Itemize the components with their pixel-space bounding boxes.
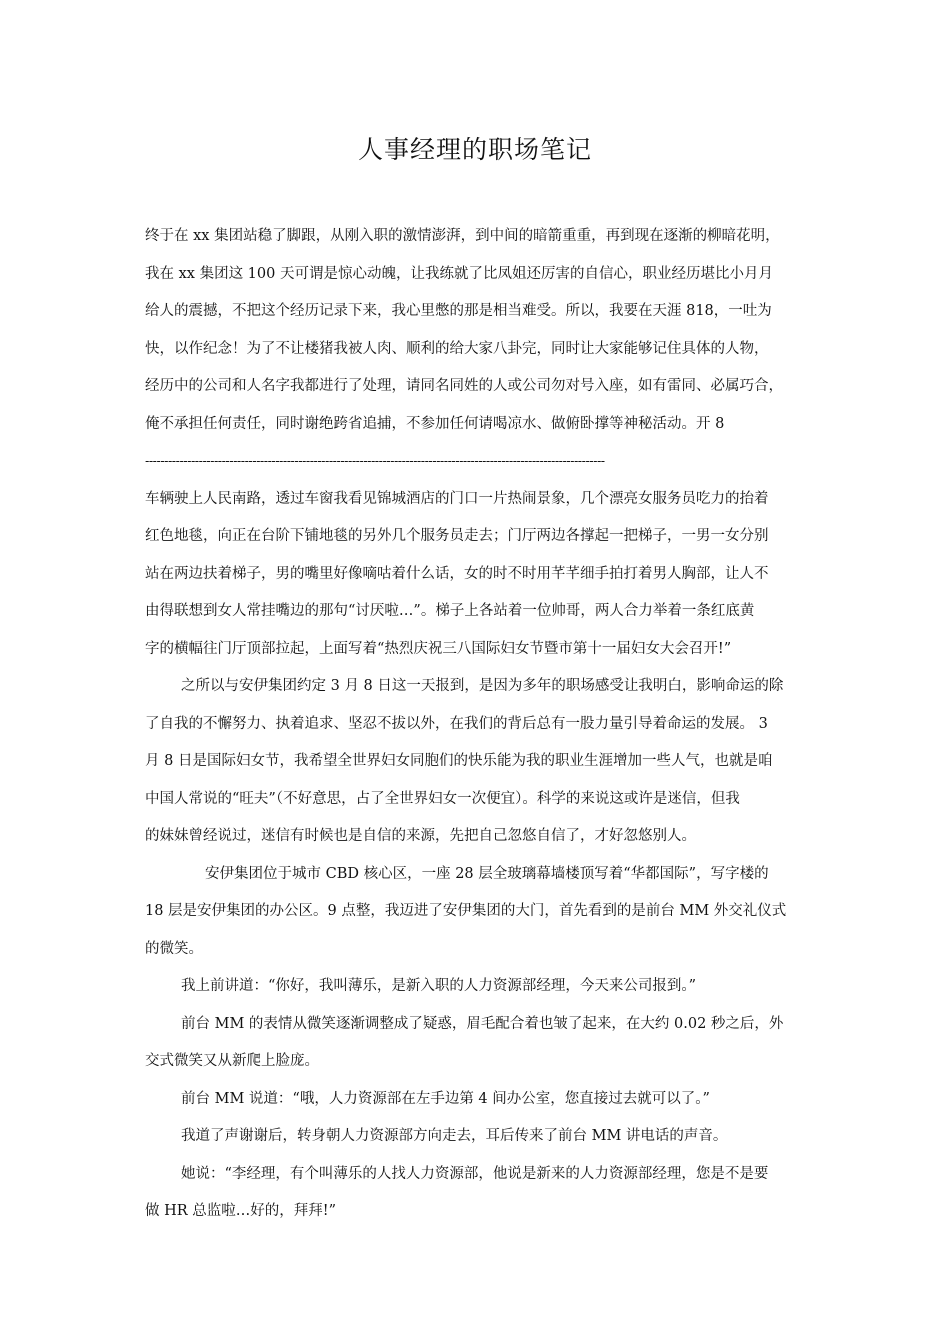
text-line: 月 8 日是国际妇女节，我希望全世界妇女同胞们的快乐能为我的职业生涯增加一些人气，也就是咱 [145, 753, 773, 769]
text-line: 安伊集团位于城市 CBD 核心区，一座 28 层全玻璃幕墙楼顶写着“华都国际”，写字楼的 [205, 865, 769, 882]
document-title: 人事经理的职场笔记 [357, 135, 592, 164]
text-line: 的微笑。 [145, 940, 203, 957]
text-line: 做 HR 总监啦…好的，拜拜!” [145, 1203, 337, 1219]
text-line: 之所以与安伊集团约定 3 月 8 日这一天报到，是因为多年的职场感受让我明白，影响命运的除 [181, 678, 784, 694]
text-line: 给人的震撼，不把这个经历记录下来，我心里憋的那是相当难受。所以，我要在天涯 818，一吐为 [145, 303, 772, 319]
text-line: 18 层是安伊集团的办公区。9 点整，我迈进了安伊集团的大门，首先看到的是前台 MM 外交礼仪式 [145, 903, 787, 919]
text-line: 快，以作纪念！为了不让楼猪我被人肉、顺利的给大家八卦完，同时让大家能够记住具体的人物， [145, 340, 769, 357]
text-line: 俺不承担任何责任，同时谢绝跨省追捕，不参加任何请喝凉水、做俯卧撑等神秘活动。开 8 [145, 415, 725, 432]
text-line: 终于在 xx 集团站稳了脚跟，从刚入职的激情澎湃，到中间的暗箭重重，再到现在逐渐的柳暗花明， [145, 228, 780, 244]
section-separator: ------------------------------------------------------------------------------------------------------------------------ [145, 454, 605, 468]
text-line: 前台 MM 说道：“哦，人力资源部在左手边第 4 间办公室，您直接过去就可以了。” [181, 1090, 710, 1107]
text-line: 字的横幅往门厅顶部拉起，上面写着“热烈庆祝三八国际妇女节暨市第十一届妇女大会召开!” [145, 640, 732, 657]
text-line: 我在 xx 集团这 100 天可谓是惊心动魄，让我练就了比凤姐还厉害的自信心，职业经历堪比小月月 [145, 265, 773, 282]
text-line: 了自我的不懈努力、执着追求、坚忍不拔以外，在我们的背后总有一股力量引导着命运的发展。 3 [145, 715, 768, 732]
text-line: 我道了声谢谢后，转身朝人力资源部方向走去，耳后传来了前台 MM 讲电话的声音。 [181, 1128, 728, 1144]
text-line: 红色地毯，向正在台阶下铺地毯的另外几个服务员走去；门厅两边各撑起一把梯子，一男一女分别 [145, 528, 769, 544]
text-line: 经历中的公司和人名字我都进行了处理，请同名同姓的人或公司勿对号入座，如有雷同、必属巧合， [145, 378, 783, 394]
document-body [145, 218, 815, 1231]
text-line: 交式微笑又从新爬上脸庞。 [145, 1053, 319, 1069]
text-line: 我上前讲道：“你好，我叫薄乐，是新入职的人力资源部经理，今天来公司报到。” [181, 978, 697, 994]
text-line: 的妹妹曾经说过，迷信有时候也是自信的来源，先把自己忽悠自信了，才好忽悠别人。 [145, 828, 696, 844]
text-line: 由得联想到女人常挂嘴边的那句“讨厌啦…”。梯子上各站着一位帅哥，两人合力举着一条红底黄 [145, 603, 755, 619]
text-line: 站在两边扶着梯子，男的嘴里好像嘀咕着什么话，女的时不时用芊芊细手拍打着男人胸部，让人不 [145, 565, 769, 582]
text-line: 中国人常说的“旺夫”（不好意思，占了全世界妇女一次便宜）。科学的来说这或许是迷信，但我 [145, 790, 740, 807]
text-line: 前台 MM 的表情从微笑逐渐调整成了疑惑，眉毛配合着也皱了起来，在大约 0.02 秒之后，外 [181, 1015, 784, 1032]
text-line: 她说：“李经理，有个叫薄乐的人找人力资源部，他说是新来的人力资源部经理，您是不是要 [181, 1165, 769, 1182]
text-line: 车辆驶上人民南路，透过车窗我看见锦城酒店的门口一片热闹景象，几个漂亮女服务员吃力的抬着 [145, 490, 769, 507]
